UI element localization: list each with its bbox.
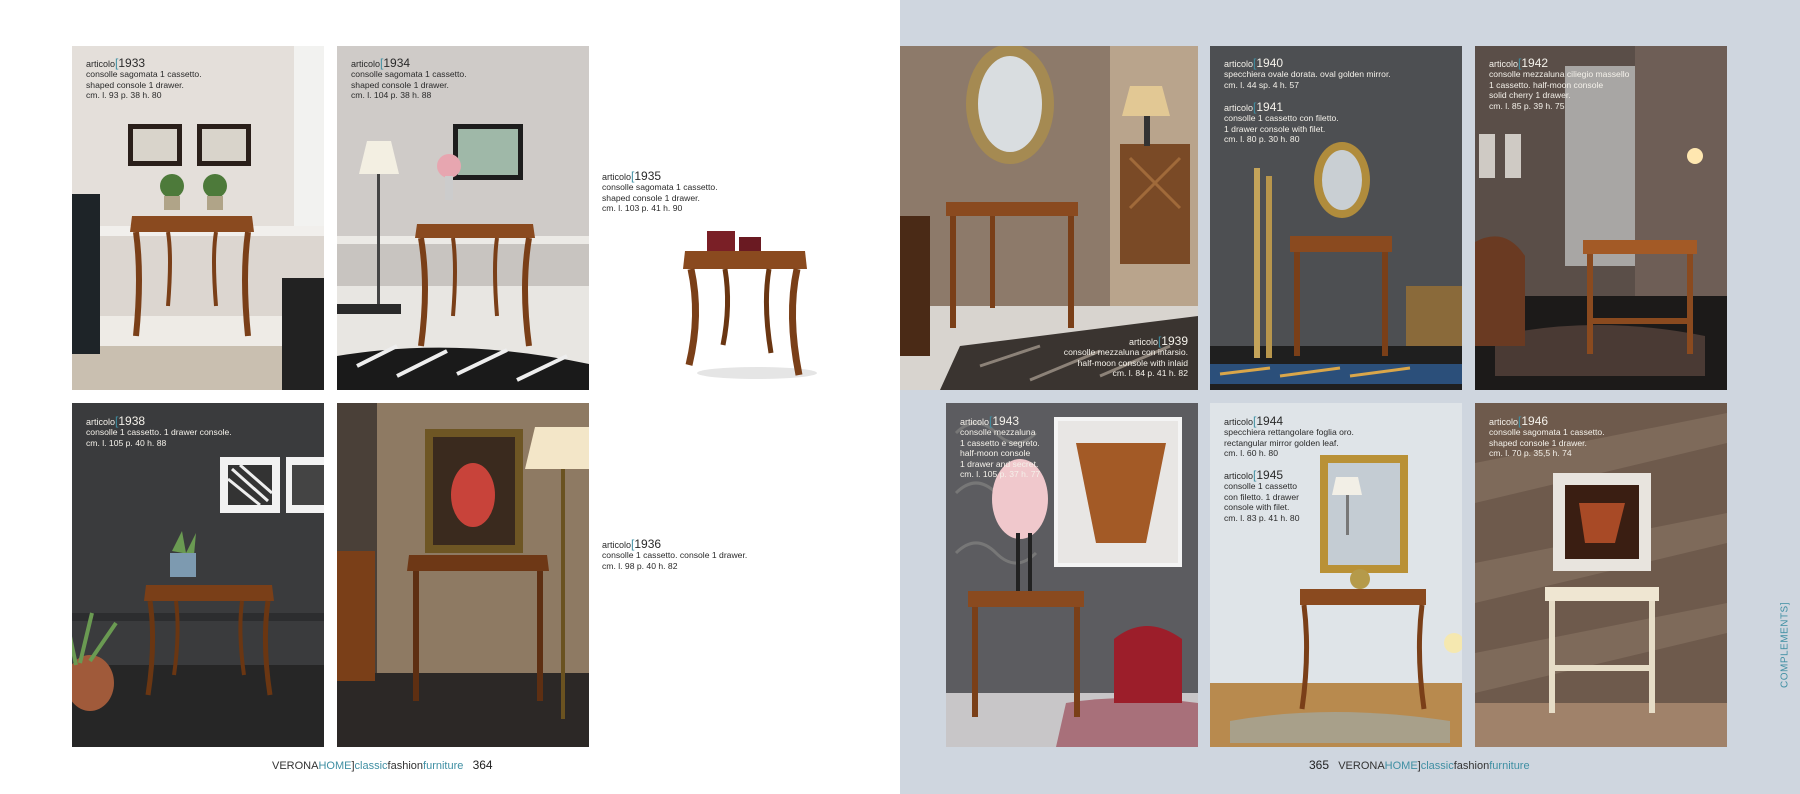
caption-1934: articolo[1934 consolle sagomata 1 cassetto. shaped console 1 drawer. cm. l. 104 p. 38 h. 88 [351,56,467,101]
section-tab-label: COMPLEMENTS] [1779,601,1791,689]
article-number: 1933 [118,56,146,70]
caption-1942: articolo[1942 consolle mezzaluna ciliegio massello 1 cassetto. half-moon console solid cherry 1 drawer. cm. l. 85 p. 39 h. 75 [1489,56,1630,111]
caption-1939: articolo[1939 consolle mezzaluna con intarsio. half-moon console with inlaid cm. l. 84 p. 41 h. 82 [1063,334,1188,379]
caption-1944: articolo[1944 specchiera rettangolare foglia oro. rectangular mirror golden leaf. cm. l. 60 h. 80 [1224,414,1354,459]
caption-1943: articolo[1943 consolle mezzaluna 1 cassetto e segreto. half-moon console 1 drawer and secret. cm. l. 105 p. 37 h. 77 [960,414,1041,480]
article-number: 1935 [634,169,662,183]
article-number: 1945 [1256,468,1284,482]
footer-brand-left: VERONAHOME]classicfashionfurniture 364 [272,758,493,772]
console-1940-1941-photo [1210,46,1462,390]
article-number: 1936 [634,537,662,551]
article-number: 1941 [1256,100,1284,114]
caption-1935: articolo[1935 consolle sagomata 1 cassetto. shaped console 1 drawer. cm. l. 103 p. 41 h. 90 [602,169,718,214]
caption-1938: articolo[1938 consolle 1 cassetto. 1 drawer console. cm. l. 105 p. 40 h. 88 [86,414,232,448]
caption-1933: articolo[1933 consolle sagomata 1 cassetto. shaped console 1 drawer. cm. l. 93 p. 38 h. 80 [86,56,202,101]
article-number: 1944 [1256,414,1284,428]
section-tab-complements[interactable] [1774,601,1796,689]
article-number: 1938 [118,414,146,428]
page-number: 364 [472,758,493,772]
caption-1945: articolo[1945 consolle 1 cassetto con filetto. 1 drawer console with filet. cm. l. 83 p. 41 h. 80 [1224,468,1300,523]
caption-1936: articolo[1936 consolle 1 cassetto. console 1 drawer. cm. l. 98 p. 40 h. 82 [602,537,748,571]
caption-1941: articolo[1941 consolle 1 cassetto con filetto. 1 drawer console with filet. cm. l. 80 p. 30 h. 80 [1224,100,1339,145]
article-number: 1939 [1161,334,1188,348]
caption-1946: articolo[1946 consolle sagomata 1 cassetto. shaped console 1 drawer. cm. l. 70 p. 35,5 h. 74 [1489,414,1605,459]
footer-brand-right: 365 VERONAHOME]classicfashionfurniture [1309,758,1530,772]
console-1936-photo [337,403,589,747]
console-1935-cutout [665,225,825,385]
caption-1940: articolo[1940 specchiera ovale dorata. oval golden mirror. cm. l. 44 sp. 4 h. 57 [1224,56,1391,90]
article-number: 1940 [1256,56,1284,70]
article-number: 1942 [1521,56,1549,70]
article-number: 1943 [992,414,1020,428]
article-number: 1946 [1521,414,1549,428]
article-number: 1934 [383,56,411,70]
console-1938-photo [72,403,324,747]
page-number: 365 [1309,758,1330,772]
right-page [900,0,1800,794]
